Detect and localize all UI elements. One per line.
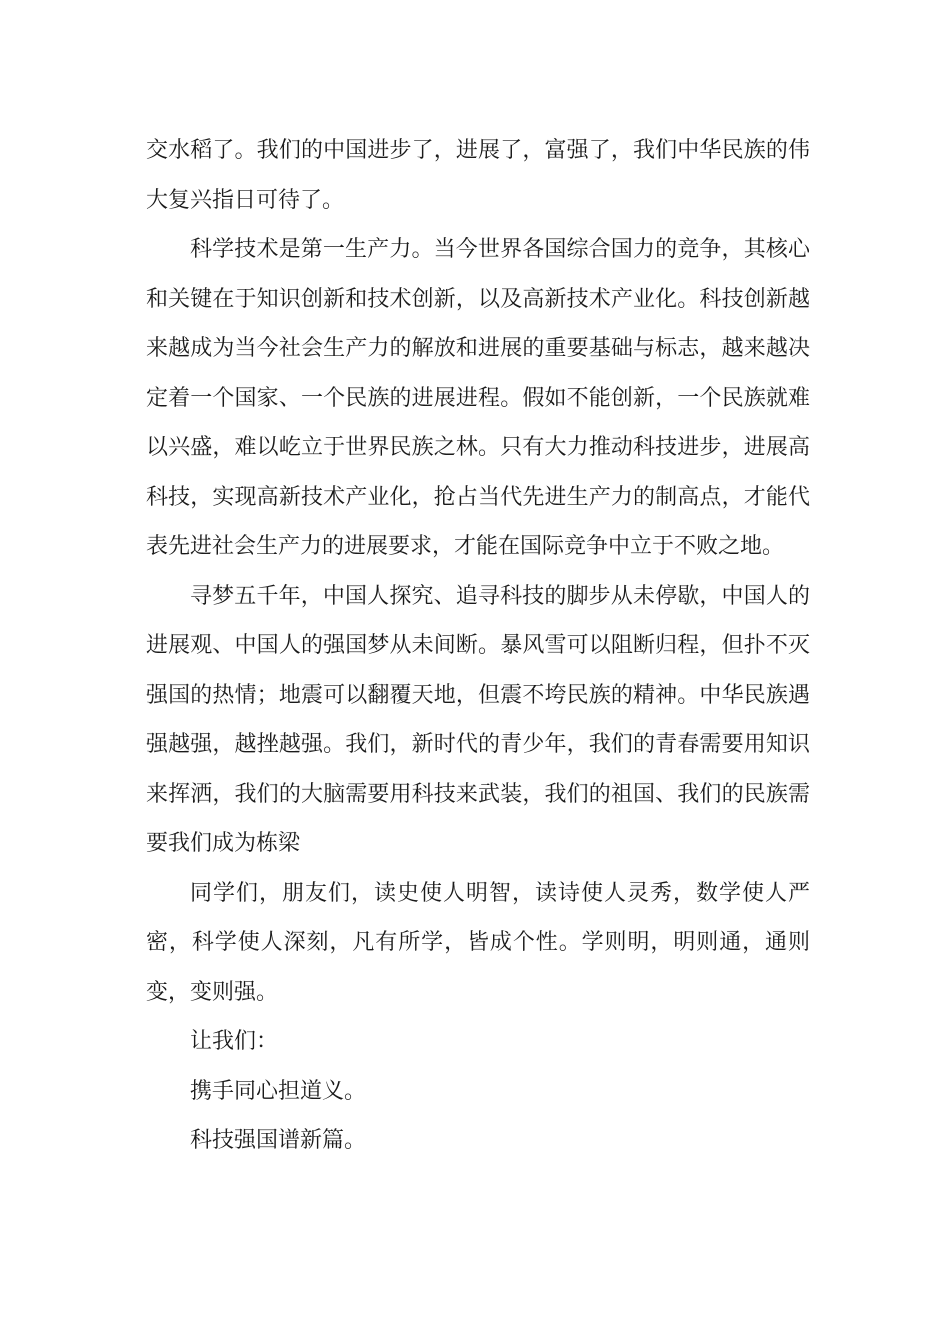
paragraph-tech-strong-nation: 科技强国谱新篇。 (190, 1128, 367, 1153)
paragraph-classmates-friends: 同学们，朋友们，读史使人明智，读诗使人灵秀，数学使人严密，科学使人深刻，凡有所学，皆成个性。学则明，明则通，通则变，变则强。 (146, 880, 810, 1005)
paragraph-let-us: 让我们： (190, 1029, 279, 1054)
document-body (146, 126, 810, 1166)
paragraph-hand-in-hand: 携手同心担道义。 (190, 1078, 367, 1104)
paragraph-continuation: 交水稻了。我们的中国进步了，进展了，富强了，我们中华民族的伟大复兴指日可待了。 (146, 138, 810, 213)
paragraph-science-productivity: 科学技术是第一生产力。当今世界各国综合国力的竞争，其核心和关键在于知识创新和技术创新，以及高新技术产业化。科技创新越来越成为当今社会生产力的解放和进展的重要基础与标志，越来越决定着一个国家、一个民族的进展进程。假如不能创新，一个民族就难以兴盛，难以屹立于世界民族之林。只有大力推动科技进步，进展高科技，实现高新技术产业化，抢占当代先进生产力的制高点，才能代表先进社会生产力的进展要求，才能在国际竞争中立于不败之地。 (146, 237, 810, 559)
paragraph-dream-five-thousand-years: 寻梦五千年，中国人探究、追寻科技的脚步从未停歇，中国人的进展观、中国人的强国梦从未间断。暴风雪可以阻断归程，但扑不灭强国的热情；地震可以翻覆天地，但震不垮民族的精神。中华民族遇强越强，越挫越强。我们，新时代的青少年，我们的青春需要用知识来挥洒，我们的大脑需要用科技来武装，我们的祖国、我们的民族需要我们成为栋梁 (146, 583, 810, 856)
